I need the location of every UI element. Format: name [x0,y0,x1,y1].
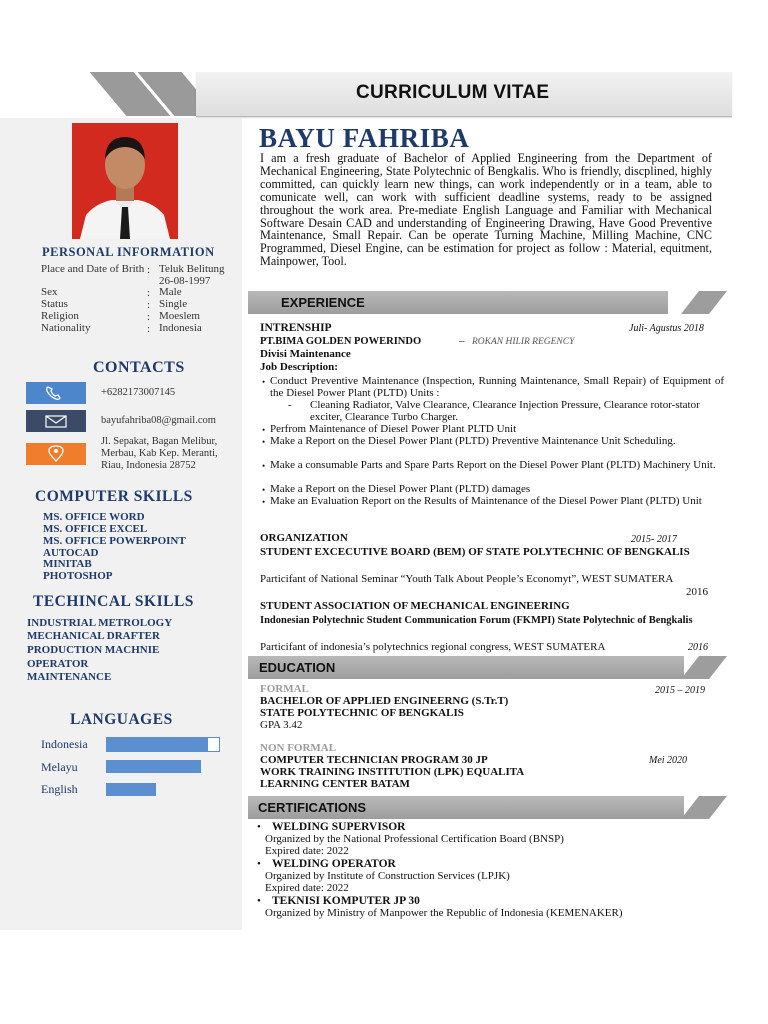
language-level-bar [106,760,201,773]
sub-bullet-dash: - [288,399,292,411]
certification-expiry: Expired date: 2022 [265,882,349,894]
technical-skills-heading: TECHINCAL SKILLS [33,593,194,610]
job-bullet: Perfrom Maintenance of Diesel Power Plant PLTD Unit [270,423,517,435]
training-program: COMPUTER TECHNICIAN PROGRAM 30 JP [260,754,488,766]
certification-issuer: Organized by Ministry of Manpower the Republic of Indonesia (KEMENAKER) [265,907,623,919]
formal-label: FORMAL [260,683,309,695]
job-description-label: Job Description: [260,361,338,373]
skill-item: MAINTENANCE [27,671,112,683]
organization-activity-year: 2016 [688,642,708,653]
training-institution: WORK TRAINING INSTITUTION (LPK) EQUALITA LEARNING CENTER BATAM [260,766,524,790]
bullet: • [262,461,266,471]
organization-name: Indonesian Polytechnic Student Communication Forum (FKMPI) State Polytechnic of Bengkalis [260,615,693,626]
section-bar-tail [681,291,727,314]
bullet: • [257,821,261,833]
job-sub-bullet: Cleaning Radiator, Valve Clearance, Clearance Injection Pressure, Clearance rotor-stator exciter, Clearance Turbo Charger. [310,399,700,423]
certification-title: TEKNISI KOMPUTER JP 30 [272,895,420,907]
certifications-heading: CERTIFICATIONS [258,800,367,815]
organization-date: 2015- 2017 [631,534,677,545]
profile-summary: I am a fresh graduate of Bachelor of Applied Engineering from the Department of Mechanical Engineering, State Polytechnic of Bengkalis. Who is friendly, discplined, highly committed, can quickly learn new things, can work independently or in a team, able to comunicate well, can work with sufficient deadline systems, ready to be assigned throughout the work area. Pre-mediate English Language and Familiar with Mechanical Software Desain CAD and understanding of Engineering Drawing, Have Good Preventive Maintenance, Small Repair. Can be operate Turning Machine, Milling Machine, CNC Programmed, Diesel Engine, can be estimation for project as follow : Material, equitment, Mainpower, Tool. [260,151,712,269]
contacts-heading: CONTACTS [93,359,185,376]
personal-label: Place and Date of Brith [41,263,145,275]
company-separator: – [459,335,465,347]
personal-value: Male [159,286,182,298]
gpa: GPA 3.42 [260,719,303,731]
organization-activity: Particifant of indonesia’s polytechnics regional congress, WEST SUMATERA [260,641,606,653]
map-pin-icon [26,443,86,465]
personal-value: Single [159,298,188,310]
section-bar-tail [681,796,727,819]
organization-activity: Particifant of National Seminar “Youth Talk About People’s Economyt”, WEST SUMATERA [260,573,674,585]
certification-expiry: Expired date: 2022 [265,845,349,857]
envelope-icon [26,410,86,432]
job-bullet: Make a Report on the Diesel Power Plant (PLTD) damages [270,483,531,495]
skill-item: PRODUCTION MACHNIE [27,644,160,656]
skill-item: MS. OFFICE WORD [43,511,145,523]
personal-label: Religion [41,310,79,322]
phone-number[interactable]: +6282173007145 [101,387,176,398]
education-heading: EDUCATION [259,660,336,675]
colon: : [147,299,151,311]
colon: : [147,323,151,335]
personal-value: Teluk Belitung 26-08-1997 [159,263,225,287]
organization-name: STUDENT ASSOCIATION OF MECHANICAL ENGINEERING [260,600,570,612]
full-name: BAYU FAHRIBA [259,123,470,153]
skill-item: MS. OFFICE EXCEL [43,523,148,535]
computer-skills-heading: COMPUTER SKILLS [35,488,193,505]
language-name: Indonesia [41,737,88,751]
bullet: • [262,437,266,447]
nonformal-label: NON FORMAL [260,742,337,754]
skill-item: MINITAB [43,558,92,570]
experience-heading: EXPERIENCE [281,295,365,310]
phone-icon [26,382,86,404]
school: STATE POLYTECHNIC OF BENGKALIS [260,707,464,719]
address: Jl. Sepakat, Bagan Melibur, Merbau, Kab Kep. Meranti, Riau, Indonesia 28752 [101,436,218,471]
language-level-bar [106,783,156,796]
personal-info-heading: PERSONAL INFORMATION [42,245,215,259]
degree: BACHELOR OF APPLIED ENGINEERNG (S.Tr.T) [260,695,509,707]
skill-item: MS. OFFICE POWERPOINT [43,535,186,547]
document-title: CURRICULUM VITAE [356,82,550,103]
personal-label: Nationality [41,322,91,334]
section-bar-tail [681,656,727,679]
personal-label: Sex [41,286,58,298]
personal-value: Moeslem [159,310,200,322]
organization-name: STUDENT EXCECUTIVE BOARD (BEM) OF STATE POLYTECHNIC OF BENGKALIS [260,546,690,558]
email-address[interactable]: bayufahriba08@gmail.com [101,415,216,426]
skill-item: MECHANICAL DRAFTER [27,630,160,642]
language-level-fill [107,738,208,751]
language-level-bar [106,737,220,752]
skill-item: PHOTOSHOP [43,570,113,582]
bullet: • [257,858,261,870]
skill-item: AUTOCAD [43,547,99,559]
experience-date: Juli- Agustus 2018 [629,323,704,334]
bullet: • [262,497,266,507]
language-name: Melayu [41,760,78,774]
job-bullet: Make a consumable Parts and Spare Parts Report on the Diesel Power Plant (PLTD) Machinery Unit. [270,459,716,471]
job-bullet: Conduct Preventive Maintenance (Inspection, Running Maintenance, Small Repair) of Equipment of the Diesel Power Plant (PLTD) Units : [270,375,724,399]
personal-value: Indonesia [159,322,202,334]
experience-role: INTRENSHIP [260,322,332,334]
experience-location: ROKAN HILIR REGENCY [472,337,575,347]
bullet: • [262,425,266,435]
bullet: • [262,485,266,495]
colon: : [147,311,151,323]
certification-issuer: Organized by Institute of Construction Services (LPJK) [265,870,510,882]
experience-company: PT.BIMA GOLDEN POWERINDO [260,336,422,347]
profile-photo [72,123,178,239]
job-bullet: Make an Evaluation Report on the Results of Maintenance of the Diesel Power Plant (PLTD) Unit [270,495,702,507]
formal-date: 2015 – 2019 [655,685,705,696]
colon: : [147,264,151,276]
language-name: English [41,782,78,796]
skill-item: INDUSTRIAL METROLOGY [27,617,173,629]
training-date: Mei 2020 [649,755,688,766]
colon: : [147,287,151,299]
skill-item: OPERATOR [27,658,89,670]
certification-title: WELDING OPERATOR [272,858,396,870]
organization-label: ORGANIZATION [260,532,348,544]
certification-issuer: Organized by the National Professional Certification Board (BNSP) [265,833,564,845]
personal-label: Status [41,298,68,310]
organization-activity-year: 2016 [686,586,708,598]
languages-heading: LANGUAGES [70,711,173,728]
certification-title: WELDING SUPERVISOR [272,821,406,833]
job-bullet: Make a Report on the Diesel Power Plant (PLTD) Preventive Maintenance Unit Scheduling. [270,435,676,447]
bullet: • [262,377,266,387]
bullet: • [257,895,261,907]
experience-division: Divisi Maintenance [260,348,351,360]
